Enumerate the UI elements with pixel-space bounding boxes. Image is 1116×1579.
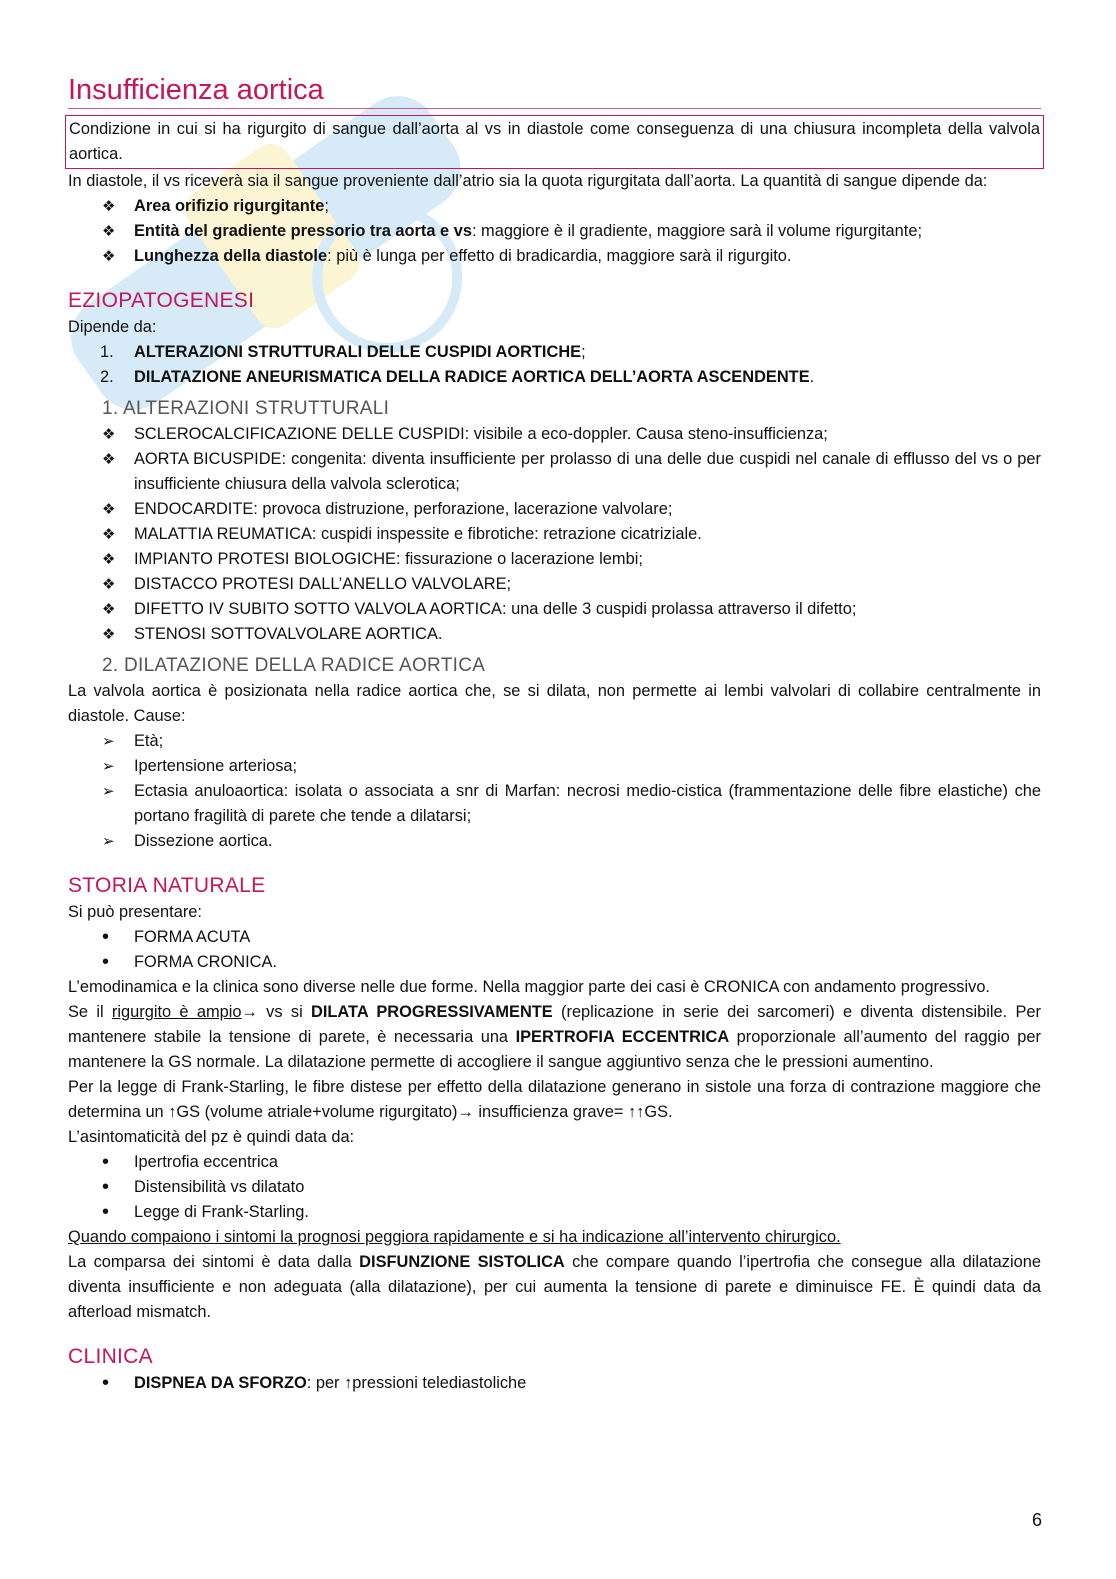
eziopatogenesi-list (68, 340, 1041, 390)
list-item: ➢ Ipertensione arteriosa; (68, 754, 1041, 779)
list-item: ❖ DIFETTO IV SUBITO SOTTO VALVOLA AORTICA: una delle 3 cuspidi prolassa attraverso il difetto; (68, 597, 1041, 622)
diamond-bullet-icon (102, 422, 128, 447)
storia-paragraph-3: Per la legge di Frank-Starling, le fibre distese per effetto della dilatazione generano in sistole una forza di contrazione maggiore che determina un ↑GS (volume atriale+volume rigurgitato)→ insufficienza grave= ↑↑GS. (68, 1078, 1041, 1121)
section-heading-storia: STORIA NATURALE (68, 874, 266, 897)
diamond-bullet-icon (102, 572, 128, 597)
list-item: ❖ DISTACCO PROTESI DALL’ANELLO VALVOLARE; (68, 572, 1041, 597)
alterazioni-list (68, 422, 1041, 647)
document-title: Insufficienza aortica (68, 74, 324, 106)
diamond-bullet-icon (102, 622, 128, 647)
diamond-bullet-icon (102, 597, 128, 622)
storia-lead: Si può presentare: (68, 903, 202, 921)
storia-paragraph-1: L’emodinamica e la clinica sono diverse nelle due forme. Nella maggior parte dei casi è CRONICA con andamento progressivo. (68, 978, 990, 996)
dot-bullet-icon (102, 1150, 128, 1176)
dot-bullet-icon (102, 1371, 128, 1397)
list-item: ➢ Età; (68, 729, 1041, 754)
dot-bullet-icon (102, 1175, 128, 1201)
list-item: ❖ SCLEROCALCIFICAZIONE DELLE CUSPIDI: visibile a eco-doppler. Causa steno-insufficienza; (68, 422, 1041, 447)
list-number: 1. (100, 343, 114, 361)
storia-paragraph-6: La comparsa dei sintomi è data dalla DISFUNZIONE SISTOLICA che compare quando l’ipertrofia che consegue alla dilatazione diventa insufficiente e non adeguata (alla dilatazione), per cui aumenta la tensione di parete e diminuisce FE. È quindi data da afterload mismatch. (68, 1253, 1041, 1321)
list-item: • FORMA CRONICA. (68, 950, 1041, 975)
list-item: • Distensibilità vs dilatato (68, 1175, 1041, 1200)
diamond-bullet-icon (102, 547, 128, 572)
list-item: ➢ Ectasia anuloaortica: isolata o associata a snr di Marfan: necrosi medio-cistica (frammentazione delle fibre elastiche) che portano fragilità di parete che tende a dilatarsi; (68, 779, 1041, 829)
arrow-bullet-icon (102, 729, 128, 754)
arrow-bullet-icon (102, 779, 128, 804)
list-item: ❖ ENDOCARDITE: provoca distruzione, perforazione, lacerazione valvolare; (68, 497, 1041, 522)
list-item: ➢ Dissezione aortica. (68, 829, 1041, 854)
asymptomatic-list (68, 1150, 1041, 1225)
list-item: ❖ IMPIANTO PROTESI BIOLOGICHE: fissurazione o lacerazione lembi; (68, 547, 1041, 572)
title-underline (68, 108, 1041, 109)
list-item: 1. ALTERAZIONI STRUTTURALI DELLE CUSPIDI AORTICHE; (68, 340, 1041, 365)
diamond-bullet-icon (102, 447, 128, 472)
list-item: • FORMA ACUTA (68, 925, 1041, 950)
intro-list (68, 194, 1041, 269)
list-item: • DISPNEA DA SFORZO: per ↑pressioni telediastoliche (68, 1371, 1041, 1396)
diamond-bullet-icon (102, 244, 128, 269)
subsection-heading-dilatazione: 2. DILATAZIONE DELLA RADICE AORTICA (102, 655, 486, 676)
forms-list (68, 925, 1041, 975)
storia-paragraph-5: Quando compaiono i sintomi la prognosi peggiora rapidamente e si ha indicazione all’intervento chirurgico. (68, 1228, 841, 1246)
intro-paragraph: In diastole, il vs riceverà sia il sangue proveniente dall’atrio sia la quota rigurgitata dall’aorta. La quantità di sangue dipende da: (68, 172, 988, 190)
list-item: ❖ Area orifizio rigurgitante; (68, 194, 1041, 219)
list-item: ❖ MALATTIA REUMATICA: cuspidi inspessite e fibrotiche: retrazione cicatriziale. (68, 522, 1041, 547)
arrow-bullet-icon (102, 829, 128, 854)
list-number: 2. (100, 368, 114, 386)
cause-list (68, 729, 1041, 854)
list-item: ❖ AORTA BICUSPIDE: congenita: diventa insufficiente per prolasso di una delle due cuspidi nel canale di efflusso del vs o per insufficiente chiusura della valvola sclerotica; (68, 447, 1041, 497)
list-item: ❖ STENOSI SOTTOVALVOLARE AORTICA. (68, 622, 1041, 647)
list-item: 2. DILATAZIONE ANEURISMATICA DELLA RADICE AORTICA DELL’AORTA ASCENDENTE. (68, 365, 1041, 390)
storia-paragraph-4: L’asintomaticità del pz è quindi data da: (68, 1128, 355, 1146)
dot-bullet-icon (102, 950, 128, 976)
clinica-list (68, 1371, 1041, 1396)
page-number: 6 (1031, 1510, 1042, 1530)
dot-bullet-icon (102, 925, 128, 951)
dilatazione-paragraph: La valvola aortica è posizionata nella radice aortica che, se si dilata, non permette ai lembi valvolari di collabire centralmente in diastole. Cause: (68, 682, 1041, 725)
list-item: • Ipertrofia eccentrica (68, 1150, 1041, 1175)
storia-paragraph-2: Se il rigurgito è ampio→ vs si DILATA PROGRESSIVAMENTE (replicazione in serie dei sarcomeri) e diventa distensibile. Per mantenere stabile la tensione di parete, è necessaria una IPERTROFIA ECCENTRICA proporzionale all’aumento del raggio per mantenere la GS normale. La dilatazione permette di accogliere il sangue aggiuntivo senza che le pressioni aumentino. (68, 1003, 1041, 1071)
diamond-bullet-icon (102, 497, 128, 522)
arrow-bullet-icon (102, 754, 128, 779)
list-item: ❖ Lunghezza della diastole: più è lunga per effetto di bradicardia, maggiore sarà il rigurgito. (68, 244, 1041, 269)
diamond-bullet-icon (102, 219, 128, 244)
definition-box: Condizione in cui si ha rigurgito di sangue dall’aorta al vs in diastole come conseguenza di una chiusura incompleta della valvola aortica. (65, 115, 1044, 169)
dot-bullet-icon (102, 1200, 128, 1226)
diamond-bullet-icon (102, 522, 128, 547)
diamond-bullet-icon (102, 194, 128, 219)
eziopatogenesi-lead: Dipende da: (68, 318, 157, 336)
section-heading-eziopatogenesi: EZIOPATOGENESI (68, 289, 255, 312)
list-item: ❖ Entità del gradiente pressorio tra aorta e vs: maggiore è il gradiente, maggiore sarà il volume rigurgitante; (68, 219, 1041, 244)
list-item: • Legge di Frank-Starling. (68, 1200, 1041, 1225)
document-page (68, 72, 1041, 1396)
section-heading-clinica: CLINICA (68, 1345, 153, 1368)
subsection-heading-alterazioni: 1. ALTERAZIONI STRUTTURALI (102, 398, 390, 419)
